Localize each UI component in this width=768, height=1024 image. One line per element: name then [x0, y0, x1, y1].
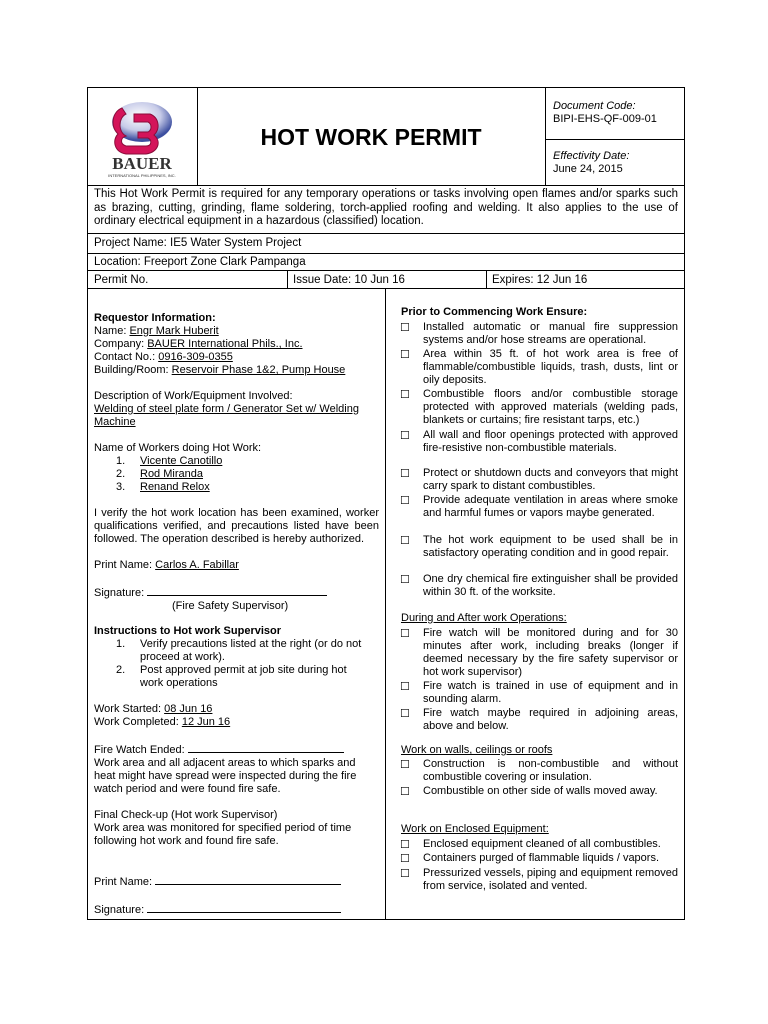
checkbox-icon[interactable]: ☐: [400, 322, 410, 334]
signature-2-field[interactable]: Signature:: [94, 902, 379, 917]
checklist-item-text: One dry chemical fire extinguisher shall be provided within 30 ft. of the worksite.: [423, 573, 678, 598]
requestor-name: Name: Engr Mark Huberit: [94, 325, 219, 337]
description-label: Description of Work/Equipment Involved:: [94, 390, 293, 402]
checklist-item-text: All wall and floor openings protected with approved fire-resistive non-combustible materials.: [423, 429, 678, 454]
effectivity-label: Effectivity Date:: [553, 150, 630, 162]
worker-item: 3. Renand Relox: [116, 481, 210, 493]
worker-item: 2. Rod Miranda: [116, 468, 203, 480]
checkbox-icon[interactable]: ☐: [400, 468, 410, 480]
checkbox-icon[interactable]: ☐: [400, 535, 410, 547]
checkbox-icon[interactable]: ☐: [400, 495, 410, 507]
page-title: HOT WORK PERMIT: [260, 124, 482, 150]
checklist-item-text: Installed automatic or manual fire suppression systems and/or hose streams are operational.: [423, 321, 678, 346]
checkbox-icon[interactable]: ☐: [400, 681, 410, 693]
verify-text: I verify the hot work location has been examined, worker qualifications verified, and precautions listed have been followed. The operation described is hereby authorized.: [94, 507, 379, 545]
checkbox-icon[interactable]: ☐: [400, 349, 410, 361]
permit-divider-2: [486, 270, 487, 288]
column-divider: [385, 288, 386, 920]
prior-heading: Prior to Commencing Work Ensure:: [401, 306, 588, 318]
code-divider: [545, 87, 546, 185]
fire-watch-ended-field[interactable]: Fire Watch Ended:: [94, 742, 379, 757]
print-name: Print Name: Carlos A. Fabillar: [94, 559, 239, 571]
worker-item: 1. Vicente Canotillo: [116, 455, 223, 467]
logo-subtext: INTERNATIONAL PHILIPPINES, INC.: [108, 173, 176, 178]
permit-divider-1: [287, 270, 288, 288]
print-name-2-field[interactable]: Print Name:: [94, 874, 379, 889]
checklist-item-text: The hot work equipment to be used shall be in satisfactory operating condition and in good repair.: [423, 534, 678, 559]
checkbox-icon[interactable]: ☐: [400, 786, 410, 798]
checklist-item-text: Combustible floors and/or combustible storage protected with approved materials (welding pads, blankets or curtains; fire resistant tarps, etc.): [423, 388, 678, 426]
checkbox-icon[interactable]: ☐: [400, 389, 410, 401]
requestor-building: Building/Room: Reservoir Phase 1&2, Pump House: [94, 364, 346, 376]
final-checkup-label: Final Check-up (Hot work Supervisor): [94, 809, 278, 821]
instruction-item: 2. Post approved permit at job site during hot work operations: [116, 664, 347, 689]
intro-bottom-line: [87, 233, 685, 234]
fire-watch-text: Work area and all adjacent areas to which sparks and heat might have spread were inspected during the fire watch period and were found fire safe.: [94, 757, 357, 795]
instruction-item: 1. Verify precautions listed at the right (or do not proceed at work).: [116, 638, 362, 663]
logo-text: BAUER: [112, 154, 172, 173]
checklist-item-text: Fire watch will be monitored during and for 30 minutes after work, including breaks (longer if deemed necessary by the fire safety supervisor or hot work supervisor): [423, 627, 678, 678]
checklist-item-text: Fire watch is trained in use of equipment and in sounding alarm.: [423, 680, 678, 705]
checkbox-icon[interactable]: ☐: [400, 853, 410, 865]
checklist-item-text: Fire watch maybe required in adjoining areas, above and below.: [423, 707, 678, 732]
document-code: BIPI-EHS-QF-009-01: [553, 113, 657, 125]
work-started: Work Started: 08 Jun 16: [94, 703, 213, 715]
checklist-item-text: Provide adequate ventilation in areas where smoke and harmful fumes or vapors maybe generated.: [423, 494, 678, 519]
checkbox-icon[interactable]: ☐: [400, 574, 410, 586]
requestor-contact: Contact No.: 0916-309-0355: [94, 351, 233, 363]
effectivity-date: June 24, 2015: [553, 163, 623, 175]
requestor-company: Company: BAUER International Phils., Inc.: [94, 338, 303, 350]
checkbox-icon[interactable]: ☐: [400, 839, 410, 851]
checkbox-icon[interactable]: ☐: [400, 708, 410, 720]
left-column: [94, 312, 379, 917]
checkbox-icon[interactable]: ☐: [400, 628, 410, 640]
code-separator: [545, 139, 685, 140]
checkbox-icon[interactable]: ☐: [400, 759, 410, 771]
description-line-2: Machine: [94, 416, 136, 428]
work-completed: Work Completed: 12 Jun 16: [94, 716, 231, 728]
header-bottom-line: [87, 185, 685, 186]
document-code-label: Document Code:: [553, 100, 636, 112]
checklist-item-text: Protect or shutdown ducts and conveyors that might carry spark to distant combustibles.: [423, 467, 678, 492]
final-checkup-text: Work area was monitored for specified period of time following hot work and found fire safe.: [94, 822, 352, 847]
requestor-heading: Requestor Information:: [94, 312, 216, 324]
workers-label: Name of Workers doing Hot Work:: [94, 442, 262, 454]
description-line-1: Welding of steel plate form / Generator Set w/ Welding: [94, 403, 359, 415]
checklist-item-text: Combustible on other side of walls moved away.: [423, 785, 658, 797]
location: Location: Freeport Zone Clark Pampanga: [94, 256, 306, 268]
issue-date: Issue Date: 10 Jun 16: [293, 274, 405, 286]
during-heading: During and After work Operations:: [401, 612, 567, 624]
checklist-item-text: Enclosed equipment cleaned of all combustibles.: [423, 838, 661, 850]
signature-field[interactable]: Signature:: [94, 585, 379, 600]
expires-date: Expires: 12 Jun 16: [492, 274, 588, 286]
signature-role: (Fire Safety Supervisor): [172, 600, 289, 612]
project-name: Project Name: IE5 Water System Project: [94, 237, 302, 249]
walls-heading: Work on walls, ceilings or roofs: [401, 744, 553, 756]
checklist-item-text: Pressurized vessels, piping and equipment removed from service, isolated and vented.: [423, 867, 678, 892]
worker-list: [94, 455, 379, 494]
enclosed-heading: Work on Enclosed Equipment:: [401, 823, 549, 835]
checkbox-icon[interactable]: ☐: [400, 868, 410, 880]
instructions-heading: Instructions to Hot work Supervisor: [94, 625, 282, 637]
checklist-item-text: Area within 35 ft. of hot work area is free of flammable/combustible liquids, trash, dusts, lint or oily deposits.: [423, 348, 678, 386]
project-bottom-line: [87, 253, 685, 254]
permit-no: Permit No.: [94, 274, 149, 286]
permit-bottom-line: [87, 288, 685, 289]
checklist-item-text: Containers purged of flammable liquids / vapors.: [423, 852, 660, 864]
bauer-logo: [98, 94, 186, 182]
location-bottom-line: [87, 270, 685, 271]
checkbox-icon[interactable]: ☐: [400, 430, 410, 442]
checklist-item-text: Construction is non-combustible and without combustible covering or insulation.: [423, 758, 678, 783]
intro-text: This Hot Work Permit is required for any temporary operations or tasks involving open flames and/or sparks such as brazing, cutting, grinding, flame soldering, torch-applied roofing and welding. It also applies to the use of ordinary electrical equipment in a hazardous (classified) location.: [94, 188, 678, 228]
